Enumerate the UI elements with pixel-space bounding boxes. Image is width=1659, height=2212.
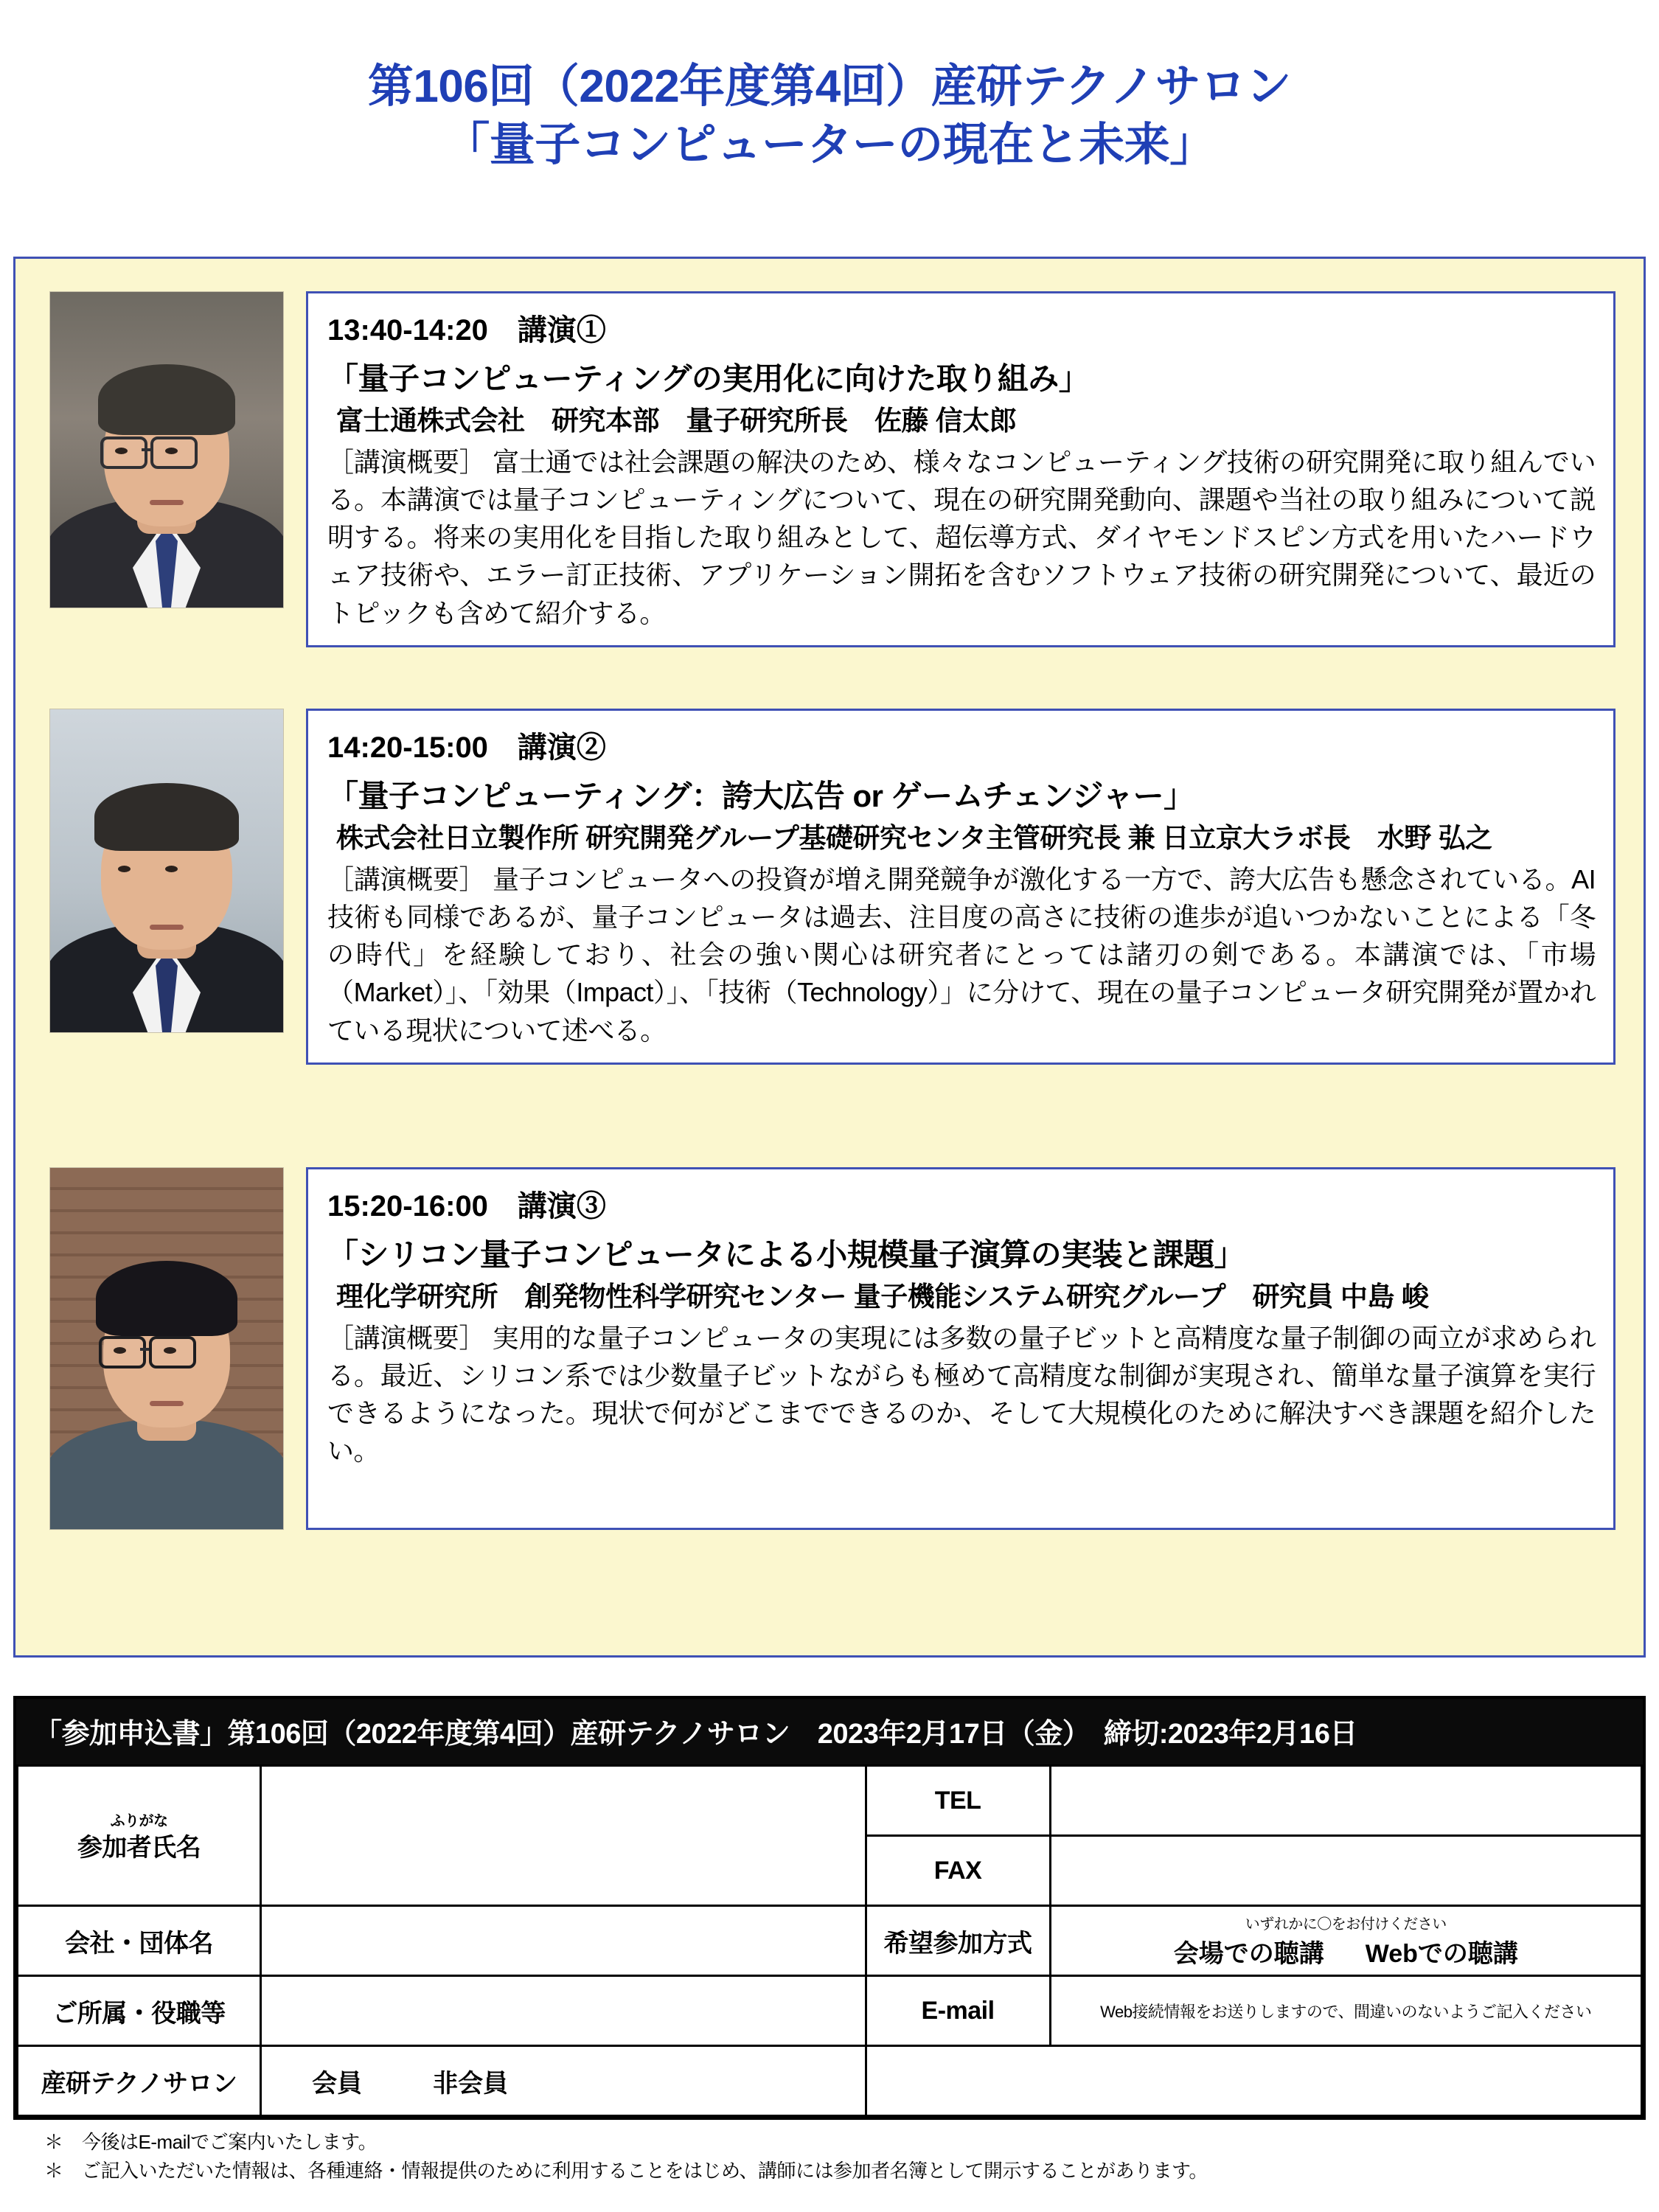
talk-abstract-3: ［講演概要］ 実用的な量子コンピュータの実現には多数の量子ビットと高精度な量子制御の両立が求められる。最近、シリコン系では少数量子ビットながらも極めて高精度な制御が実現され、簡単な量子演算を実行できるようになった。現状で何がどこまでできるのか、そして大規模化のために解決すべき課題を紹介したい。 — [327, 1323, 1596, 1467]
talk-title-3: 「シリコン量子コンピュータによる小規模量子演算の実装と課題」 — [327, 1237, 1245, 1272]
table-row — [18, 1766, 1642, 1836]
talk-abstract-1: ［講演概要］ 富士通では社会課題の解決のため、様々なコンピューティング技術の研究開発に取り組んでいる。本講演では量子コンピューティングについて、現在の研究開発動向、課題や当社の取り組みについて説明する。将来の実用化を目指した取り組みとして、超伝導方式、ダイヤモンドスピン方式を用いたハードウェア技術や、エラー訂正技術、アプリケーション開拓を含むソフトウェア技術の研究開発について、最近のトピックも含めて紹介する。 — [327, 447, 1596, 628]
table-row — [18, 1906, 1642, 1976]
talk-text-2 — [306, 709, 1615, 1065]
field-fax[interactable] — [1050, 1836, 1641, 1906]
membership-options — [261, 2046, 866, 2116]
page-title — [0, 0, 1659, 175]
form-table — [16, 1764, 1643, 2117]
talk-entry-1 — [49, 291, 1615, 647]
table-row — [18, 1976, 1642, 2046]
join-method-options — [1050, 1906, 1641, 1976]
label-fax: FAX — [866, 1836, 1050, 1906]
talk-time-3: 15:20-16:00 講演③ — [327, 1190, 606, 1222]
talk-entry-2 — [49, 709, 1615, 1065]
email-note: Web接続情報をお送りしますので、間違いのないようご記入ください — [1100, 2002, 1592, 2021]
talk-speaker-3: 理化学研究所 創発物性科学研究センター 量子機能システム研究グループ 研究員 中島 峻 — [336, 1281, 1429, 1312]
label-company: 会社・団体名 — [18, 1906, 261, 1976]
talk-entry-3 — [49, 1167, 1615, 1530]
application-form — [13, 1696, 1646, 2120]
option-note: いずれかに〇をお付けください — [1245, 1916, 1447, 1933]
label-participant-name — [18, 1766, 261, 1906]
speaker-photo-3 — [49, 1167, 284, 1530]
table-row — [18, 2046, 1642, 2116]
talk-speaker-1: 富士通株式会社 研究本部 量子研究所長 佐藤 信太郎 — [336, 406, 1017, 436]
talk-time-1: 13:40-14:20 講演① — [327, 314, 606, 347]
footnotes — [44, 2128, 1208, 2185]
speaker-photo-1 — [49, 291, 284, 608]
label-technosalon: 産研テクノサロン — [18, 2046, 261, 2116]
field-affiliation[interactable] — [261, 1976, 866, 2046]
footnote-2: ＊ ご記入いただいた情報は、各種連絡・情報提供のために利用することをはじめ、講師には参加者名簿として開示することがあります。 — [44, 2160, 1208, 2182]
talk-title-2: 「量子コンピューティング：誇大広告 or ゲームチェンジャー」 — [327, 779, 1194, 813]
talk-text-3 — [306, 1167, 1615, 1530]
field-tel[interactable] — [1050, 1766, 1641, 1836]
speaker-photo-2 — [49, 709, 284, 1033]
label-furigana: ふりがな — [110, 1812, 168, 1829]
label-affiliation: ご所属・役職等 — [18, 1976, 261, 2046]
talk-time-2: 14:20-15:00 講演② — [327, 731, 606, 764]
talk-text-1 — [306, 291, 1615, 647]
label-join-method: 希望参加方式 — [866, 1906, 1050, 1976]
program-panel — [13, 257, 1646, 1658]
form-header: 「参加申込書」第106回（2022年度第4回）産研テクノサロン 2023年2月17日（金） 締切:2023年2月16日 — [16, 1699, 1643, 1764]
option-web[interactable]: Webでの聴講 — [1365, 1940, 1518, 1968]
footnote-1: ＊ 今後はE-mailでご案内いたします。 — [44, 2131, 378, 2153]
option-venue[interactable]: 会場での聴講 — [1173, 1940, 1324, 1968]
label-tel: TEL — [866, 1766, 1050, 1836]
field-company[interactable] — [261, 1906, 866, 1976]
email-cell[interactable] — [1050, 1976, 1641, 2046]
field-membership-blank[interactable] — [866, 2046, 1642, 2116]
talk-title-1: 「量子コンピューティングの実用化に向けた取り組み」 — [327, 361, 1090, 396]
option-member[interactable]: 会員 — [312, 2069, 363, 2098]
field-participant-name[interactable] — [261, 1766, 866, 1906]
label-participant-name-text: 参加者氏名 — [77, 1833, 201, 1862]
page-title-line-1: 第106回（2022年度第4回）産研テクノサロン — [367, 61, 1292, 112]
option-nonmember[interactable]: 非会員 — [433, 2069, 509, 2098]
talk-abstract-2: ［講演概要］ 量子コンピュータへの投資が増え開発競争が激化する一方で、誇大広告も懸念されている。AI技術も同様であるが、量子コンピュータは過去、注目度の高さに技術の進歩が追いつかないことによる「冬の時代」を経験しており、社会の強い関心は研究者にとっては諸刃の剣である。本講演では、「市場（Market）」、「効果（Impact）」、「技術（Technology）」に分けて、現在の量子コンピュータ研究開発が置かれている現状について述べる。 — [327, 864, 1596, 1046]
page-title-line-2: 「量子コンピューターの現在と未来」 — [444, 119, 1215, 171]
label-email: E-mail — [866, 1976, 1050, 2046]
talk-speaker-2: 株式会社日立製作所 研究開発グループ基礎研究センタ主管研究長 兼 日立京大ラボ長 水野 弘之 — [336, 823, 1492, 853]
